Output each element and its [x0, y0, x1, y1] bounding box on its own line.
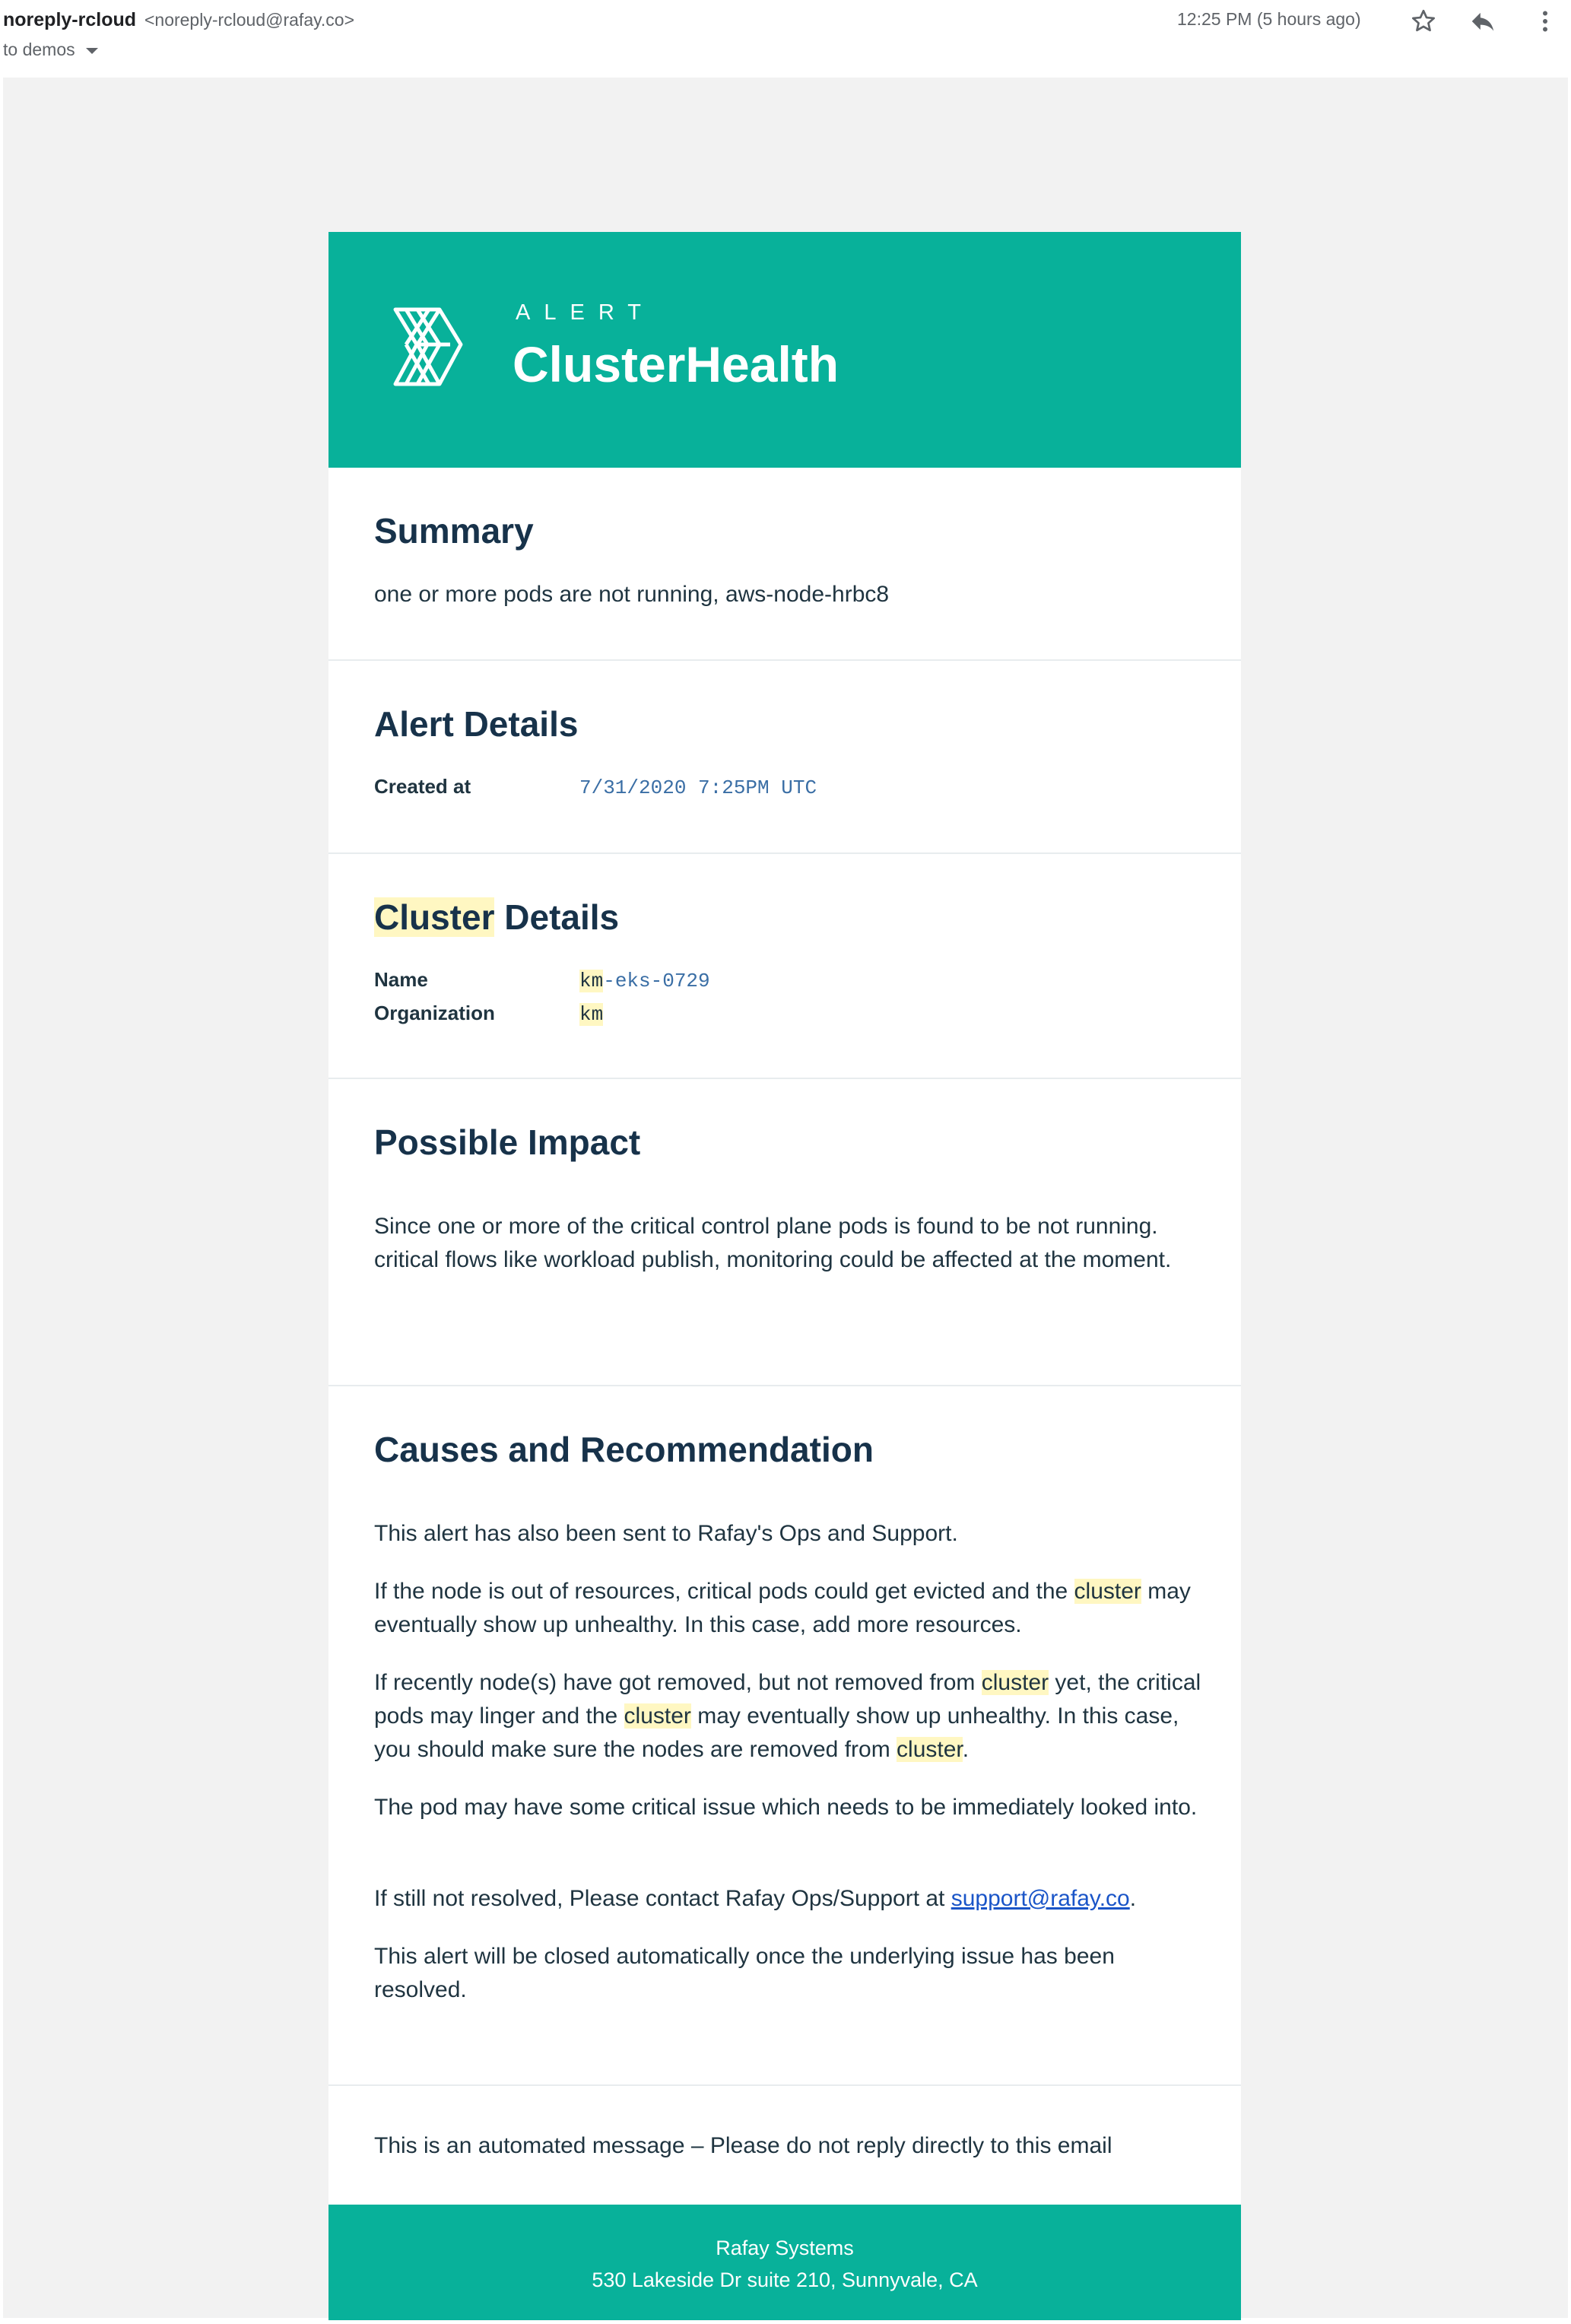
- sender-email: <noreply-rcloud@rafay.co>: [144, 10, 355, 30]
- cluster-highlight: cluster: [624, 1703, 691, 1729]
- alert-title: ClusterHealth: [513, 336, 839, 392]
- summary-text: one or more pods are not running, aws-node-hrbc8: [374, 582, 890, 607]
- cluster-highlight: cluster: [981, 1670, 1049, 1695]
- mail-header: [0, 0, 1571, 76]
- possible-impact-title: Possible Impact: [374, 1122, 641, 1162]
- text-run: .: [1129, 1886, 1137, 1911]
- causes-title: Causes and Recommendation: [374, 1430, 874, 1469]
- rafay-logo-icon: [391, 305, 464, 389]
- organization-value: [579, 1003, 603, 1026]
- text-run: If the node is out of resources, critical pods could get evicted and the: [374, 1579, 1074, 1604]
- email-footer: [328, 2205, 1241, 2320]
- organization-highlight: km: [579, 1003, 604, 1026]
- causes-paragraph-3: [374, 1666, 1203, 1767]
- text-run: If recently node(s) have got removed, but not removed from: [374, 1670, 982, 1695]
- star-icon[interactable]: [1407, 5, 1440, 38]
- causes-paragraph-6: This alert will be closed automatically once the underlying issue has been resolved.: [374, 1944, 1115, 2002]
- more-vert-icon[interactable]: [1528, 5, 1562, 38]
- cluster-details-title: [374, 897, 619, 938]
- text-run: may eventually show up unhealthy. In this case, add more resources.: [374, 1579, 1191, 1637]
- details-word: Details: [494, 897, 620, 937]
- alert-details-title: Alert Details: [374, 704, 579, 744]
- cluster-highlight: cluster: [897, 1737, 963, 1762]
- recipient-label: to demos: [3, 40, 75, 59]
- cluster-name-label: Name: [374, 968, 428, 991]
- sender-line: [3, 9, 354, 31]
- alert-label: ALERT: [516, 300, 655, 325]
- cluster-name-rest: -eks-0729: [603, 970, 710, 992]
- cluster-highlight: cluster: [1074, 1579, 1141, 1604]
- text-run: yet, the critical pods may linger and the: [374, 1670, 1201, 1729]
- cluster-name-highlight: km: [579, 970, 604, 992]
- mail-timestamp: 12:25 PM (5 hours ago): [1177, 9, 1361, 29]
- reply-icon[interactable]: [1466, 5, 1500, 38]
- cluster-details-section: [328, 854, 1241, 1079]
- causes-paragraph-5: [374, 1882, 1203, 1916]
- automated-note-section: [328, 2086, 1241, 2205]
- summary-title: Summary: [374, 511, 534, 551]
- organization-label: Organization: [374, 1002, 495, 1024]
- possible-impact-section: [328, 1079, 1241, 1386]
- alert-details-section: [328, 661, 1241, 854]
- causes-paragraph-1: This alert has also been sent to Rafay's Ops and Support.: [374, 1521, 958, 1546]
- automated-note: This is an automated message – Please do not reply directly to this email: [374, 2133, 1112, 2158]
- recipient-dropdown[interactable]: [3, 40, 98, 60]
- text-run: may eventually show up unhealthy. In this case, you should make sure the nodes are removed from: [374, 1703, 1179, 1762]
- cluster-name-value: [579, 970, 710, 992]
- summary-section: [328, 468, 1241, 661]
- cluster-highlight: Cluster: [374, 897, 495, 937]
- causes-paragraph-4: The pod may have some critical issue which needs to be immediately looked into.: [374, 1795, 1198, 1820]
- text-run: If still not resolved, Please contact Rafay Ops/Support at: [374, 1886, 951, 1911]
- text-run: .: [962, 1737, 970, 1762]
- support-email-link[interactable]: support@rafay.co: [951, 1886, 1130, 1911]
- email-body-canvas: [3, 78, 1568, 2318]
- causes-section: [328, 1386, 1241, 2086]
- created-at-value: 7/31/2020 7:25PM UTC: [579, 776, 817, 799]
- alert-email-card: [328, 232, 1241, 2320]
- footer-address: 530 Lakeside Dr suite 210, Sunnyvale, CA: [592, 2268, 978, 2291]
- sender-name[interactable]: noreply-rcloud: [3, 9, 137, 30]
- causes-paragraph-2: [374, 1575, 1203, 1642]
- created-at-label: Created at: [374, 775, 471, 798]
- chevron-down-icon[interactable]: [86, 48, 98, 54]
- alert-banner: [328, 232, 1241, 468]
- footer-company: Rafay Systems: [716, 2237, 854, 2259]
- possible-impact-text: Since one or more of the critical control plane pods is found to be not running. critical flows like workload publish, monitoring could be affected at the moment.: [374, 1214, 1172, 1272]
